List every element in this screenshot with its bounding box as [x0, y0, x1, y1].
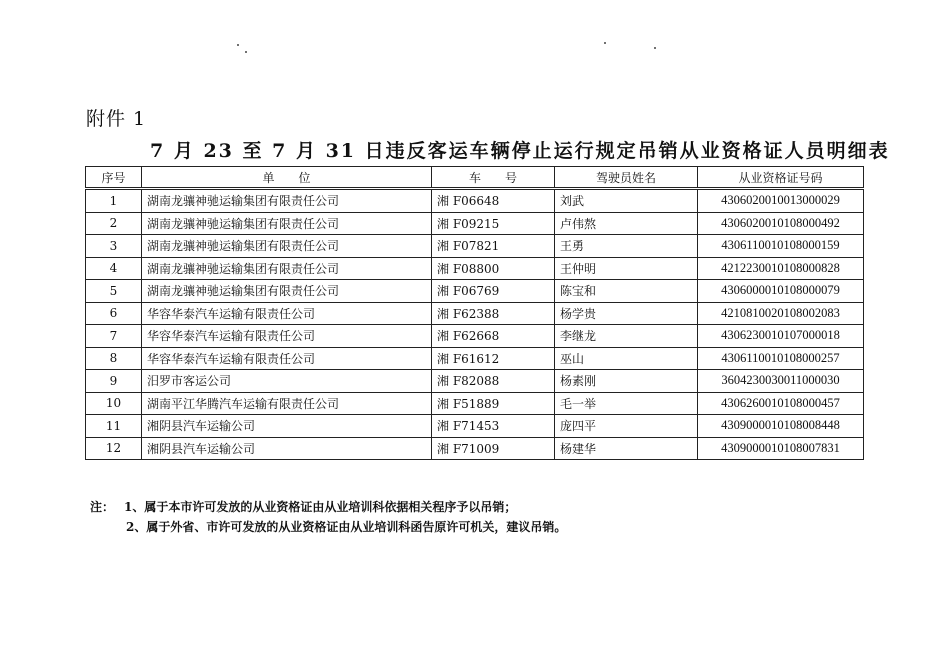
plate-number-cell: 湘 F62668 — [432, 325, 555, 348]
plate-number-cell: 湘 F06769 — [432, 280, 555, 303]
driver-name-cell: 李继龙 — [555, 325, 698, 348]
plate-number-cell: 湘 F62388 — [432, 302, 555, 325]
certificate-number-cell: 4306020010013000029 — [698, 189, 864, 213]
plate-number-cell: 湘 F82088 — [432, 370, 555, 393]
unit-cell: 华容华泰汽车运输有限责任公司 — [142, 302, 432, 325]
unit-cell: 湘阴县汽车运输公司 — [142, 437, 432, 460]
table-row — [86, 325, 864, 348]
table-row — [86, 437, 864, 460]
unit-cell: 湖南平江华腾汽车运输有限责任公司 — [142, 392, 432, 415]
unit-cell: 湖南龙骧神驰运输集团有限责任公司 — [142, 235, 432, 258]
plate-number-cell: 湘 F51889 — [432, 392, 555, 415]
certificate-number-cell: 4306110010108000159 — [698, 235, 864, 258]
header-plate-number: 车 号 — [432, 167, 555, 189]
table-row — [86, 235, 864, 258]
plate-number-cell: 湘 F71453 — [432, 415, 555, 438]
unit-cell: 湖南龙骧神驰运输集团有限责任公司 — [142, 189, 432, 213]
unit-cell: 华容华泰汽车运输有限责任公司 — [142, 325, 432, 348]
serial-number-cell: 8 — [86, 347, 142, 370]
table-row — [86, 392, 864, 415]
plate-number-cell: 湘 F06648 — [432, 189, 555, 213]
certificate-number-cell: 4306260010108000457 — [698, 392, 864, 415]
serial-number-cell: 12 — [86, 437, 142, 460]
driver-name-cell: 刘武 — [555, 189, 698, 213]
driver-name-cell: 庞四平 — [555, 415, 698, 438]
note-item-2: 2、属于外省、市许可发放的从业资格证由从业培训科函告原许可机关，建议吊销。 — [126, 520, 567, 534]
driver-name-cell: 巫山 — [555, 347, 698, 370]
unit-cell: 湖南龙骧神驰运输集团有限责任公司 — [142, 212, 432, 235]
table-row — [86, 212, 864, 235]
table-row — [86, 347, 864, 370]
plate-number-cell: 湘 F08800 — [432, 257, 555, 280]
serial-number-cell: 6 — [86, 302, 142, 325]
serial-number-cell: 9 — [86, 370, 142, 393]
certificate-number-cell: 4306230010107000018 — [698, 325, 864, 348]
driver-name-cell: 王勇 — [555, 235, 698, 258]
unit-cell: 湖南龙骧神驰运输集团有限责任公司 — [142, 257, 432, 280]
certificate-number-cell: 3604230030011000030 — [698, 370, 864, 393]
driver-name-cell: 杨素刚 — [555, 370, 698, 393]
table-row — [86, 189, 864, 213]
unit-cell: 湖南龙骧神驰运输集团有限责任公司 — [142, 280, 432, 303]
plate-number-cell: 湘 F07821 — [432, 235, 555, 258]
scan-speck — [237, 44, 239, 46]
serial-number-cell: 3 — [86, 235, 142, 258]
scan-speck — [654, 47, 656, 49]
table-row — [86, 280, 864, 303]
attachment-label: 附件 1 — [86, 108, 147, 130]
scan-speck — [604, 42, 606, 44]
serial-number-cell: 4 — [86, 257, 142, 280]
header-serial-number: 序号 — [86, 167, 142, 189]
driver-name-cell: 陈宝和 — [555, 280, 698, 303]
unit-cell: 湘阴县汽车运输公司 — [142, 415, 432, 438]
table-row — [86, 370, 864, 393]
certificate-number-cell: 4306020010108000492 — [698, 212, 864, 235]
serial-number-cell: 7 — [86, 325, 142, 348]
revocation-table — [85, 166, 864, 460]
certificate-number-cell: 4306000010108000079 — [698, 280, 864, 303]
serial-number-cell: 1 — [86, 189, 142, 213]
driver-name-cell: 卢伟熬 — [555, 212, 698, 235]
header-certificate-number: 从业资格证号码 — [698, 167, 864, 189]
serial-number-cell: 11 — [86, 415, 142, 438]
unit-cell: 汨罗市客运公司 — [142, 370, 432, 393]
table-row — [86, 302, 864, 325]
driver-name-cell: 杨学贵 — [555, 302, 698, 325]
scan-speck — [245, 51, 247, 53]
note-item-1: 1、属于本市许可发放的从业资格证由从业培训科依据相关程序予以吊销； — [124, 500, 517, 514]
certificate-number-cell: 4306110010108000257 — [698, 347, 864, 370]
header-unit: 单 位 — [142, 167, 432, 189]
notes — [90, 497, 566, 537]
driver-name-cell: 王仲明 — [555, 257, 698, 280]
certificate-number-cell: 4309000010108008448 — [698, 415, 864, 438]
unit-cell: 华容华泰汽车运输有限责任公司 — [142, 347, 432, 370]
notes-label: 注： — [90, 500, 115, 514]
serial-number-cell: 2 — [86, 212, 142, 235]
certificate-number-cell: 4210810020108002083 — [698, 302, 864, 325]
plate-number-cell: 湘 F61612 — [432, 347, 555, 370]
plate-number-cell: 湘 F09215 — [432, 212, 555, 235]
driver-name-cell: 毛一举 — [555, 392, 698, 415]
certificate-number-cell: 4309000010108007831 — [698, 437, 864, 460]
table-header-row — [86, 167, 864, 189]
table-row — [86, 415, 864, 438]
document-title: 7 月 23 至 7 月 31 日违反客运车辆停止运行规定吊销从业资格证人员明细表 — [150, 140, 890, 162]
table-row — [86, 257, 864, 280]
driver-name-cell: 杨建华 — [555, 437, 698, 460]
serial-number-cell: 10 — [86, 392, 142, 415]
certificate-number-cell: 4212230010108000828 — [698, 257, 864, 280]
header-driver-name: 驾驶员姓名 — [555, 167, 698, 189]
serial-number-cell: 5 — [86, 280, 142, 303]
plate-number-cell: 湘 F71009 — [432, 437, 555, 460]
